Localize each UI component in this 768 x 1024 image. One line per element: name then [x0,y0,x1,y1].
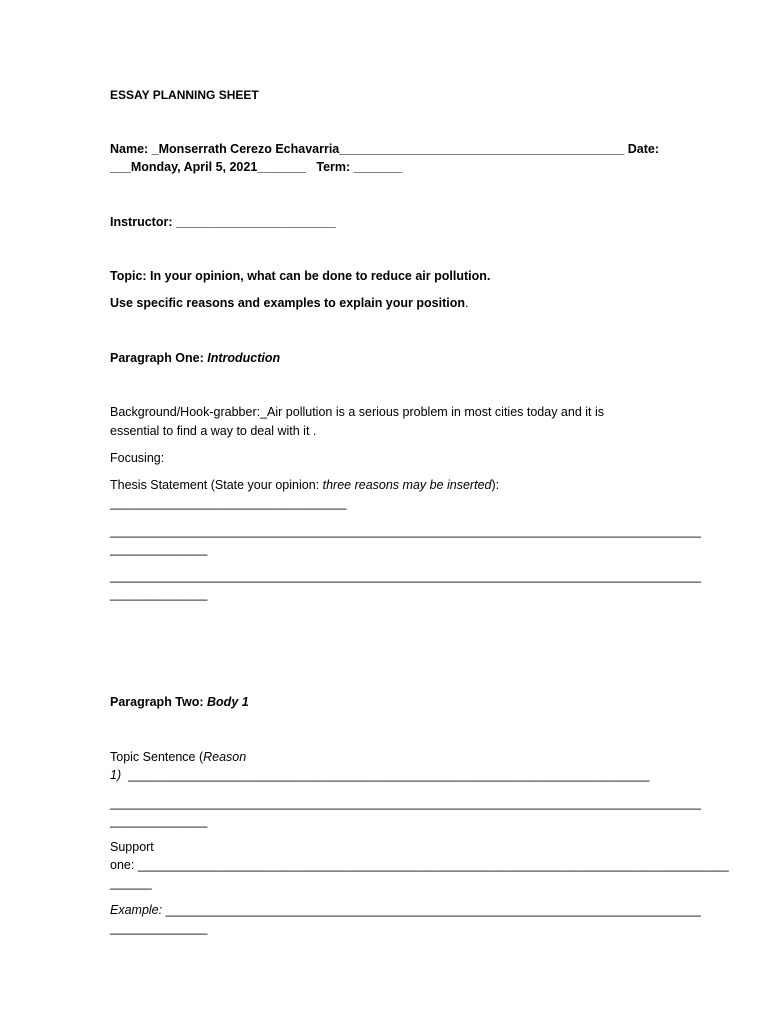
thesis-blank: __________________________________ [110,496,347,510]
support-label: Support [110,840,154,854]
topic-sentence-line-2 [110,767,649,783]
instructor-line: Instructor: _______________________ [110,215,336,229]
name-line: Name: _Monserrath Cerezo Echavarria_________________________________________ Date: [110,142,660,156]
page-title: ESSAY PLANNING SHEET [110,88,259,102]
thesis-statement-line [110,477,499,493]
topic-sentence-line-1 [110,749,246,765]
paragraph-two-heading [110,694,249,710]
focusing-label: Focusing: [110,451,165,465]
paragraph-two-label: Body 1 [207,695,249,709]
topic-line: Topic: In your opinion, what can be done to reduce air pollution. [110,269,491,283]
support-one-line: one: _____________________________________________________________________________________ [110,858,729,872]
example-blank-short: ______________ [110,921,208,935]
paragraph-one-label: Introduction [207,351,281,365]
paragraph-one-heading [110,350,280,366]
thesis-italic-hint: three reasons may be inserted [322,478,492,492]
example-line [110,902,701,918]
thesis-suffix: ): [491,478,500,492]
thesis-blank-short-2: ______________ [110,587,208,601]
example-blank: _____________________________________________________________________________ [162,903,701,917]
paragraph-one-prefix: Paragraph One: [110,351,208,365]
background-line-1: Background/Hook-grabber:_Air pollution is a serious problem in most cities today and it is [110,405,604,419]
thesis-blank-short-1: ______________ [110,542,208,556]
topic-instruction-period: . [464,296,469,310]
topic-sentence-number: 1) [110,768,122,782]
topic-sentence-blank-long: _____________________________________________________________________________________ [110,796,701,810]
paragraph-two-prefix: Paragraph Two: [110,695,208,709]
topic-sentence-blank-short: ______________ [110,814,208,828]
thesis-prefix: Thesis Statement (State your opinion: [110,478,323,492]
topic-sentence-reason: Reason [203,750,247,764]
thesis-blank-long-1: _____________________________________________________________________________________ [110,524,701,538]
background-line-2: essential to find a way to deal with it . [110,424,317,438]
topic-sentence-blank: ___________________________________________________________________________ [121,768,650,782]
topic-sentence-prefix: Topic Sentence ( [110,750,204,764]
date-term-line: ___Monday, April 5, 2021_______ Term: _______ [110,160,403,174]
support-one-tail: ______ [110,876,152,890]
thesis-blank-long-2: _____________________________________________________________________________________ [110,569,701,583]
example-label: Example: [110,903,163,917]
topic-instruction-line [110,295,468,311]
topic-instruction-text: Use specific reasons and examples to explain your position [110,296,465,310]
